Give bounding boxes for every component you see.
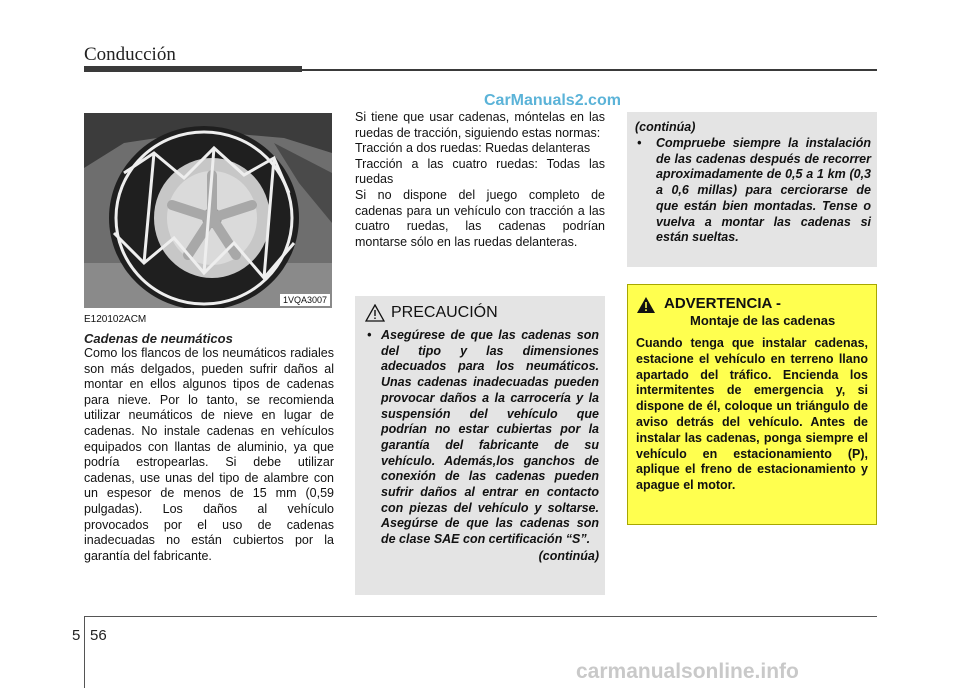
continued-caution-box	[627, 112, 877, 267]
warning-titles	[664, 295, 835, 328]
chapter-title: Conducción	[84, 44, 176, 65]
middle-column	[355, 110, 605, 250]
caution-box	[355, 296, 605, 595]
chain-instructions-paragraph: Si tiene que usar cadenas, móntelas en las ruedas de tracción, siguiendo estas normas:	[355, 110, 605, 140]
continued-item: • Compruebe siempre la instalación de las cadenas después de recorrer aproximadamente de 0,5 a 1 km (0,3 a 0,6 millas) para cerciorarse de que están bien montadas. Tense o vuelva a montar las cadenas si están sueltas.	[635, 136, 871, 246]
two-wheel-drive-paragraph: Tracción a dos ruedas: Ruedas delanteras	[355, 141, 591, 156]
header-rule-thin	[302, 69, 877, 71]
continues-label: (continúa)	[538, 548, 599, 563]
header-rule-thick	[84, 66, 302, 72]
figure-code: 1VQA3007	[280, 294, 330, 306]
tire-chain-paragraph: Como los flancos de los neumáticos radiales son más delgados, pueden sufrir daños al montar en ellos algunos tipos de cadenas para nieve. Por lo tanto, se recomienda utilizar neumáticos de nieve en lugar de cadenas. No instale cadenas en vehículos equipados con llantas de aluminio, ya que podría estropearlas. Si debe utilizar cadenas, use unas del tipo de alambre con un espesor de menos de 15 mm (0,59 pulgadas). Los daños al vehículo provocados por el uso de cadenas inadecuadas no están cubiertos por la garantía del fabricante.	[84, 346, 334, 563]
warning-box	[627, 284, 877, 525]
section-heading: Cadenas de neumáticos	[84, 331, 233, 346]
warning-title: ADVERTENCIA -	[664, 295, 781, 312]
warning-text: Cuando tenga que instalar cadenas, estacione el vehículo en terreno llano apartado del tráfico. Encienda los intermitentes de emergencia y, si dispone de él, coloque un triángulo de aviso detrás del vehículo. Antes de instalar las cadenas, ponga siempre el vehículo en estacionamiento (P), aplique el freno de estacionamiento y apague el motor.	[636, 336, 868, 493]
watermark-bottom: carmanualsonline.info	[576, 660, 799, 683]
continued-list	[635, 136, 871, 246]
footer-rule	[84, 616, 877, 617]
continued-label: (continúa)	[635, 120, 696, 134]
footer-separator	[84, 616, 85, 688]
incomplete-set-paragraph: Si no dispone del juego completo de cadenas para un vehículo con tracción a las cuatro ruedas, las cadenas podrían montarse sólo en las ruedas delanteras.	[355, 187, 605, 249]
caution-triangle-icon	[365, 304, 385, 322]
four-wheel-drive-paragraph: Tracción a las cuatro ruedas: Todas las ruedas	[355, 156, 605, 187]
caution-item: • Asegúrese de que las cadenas son del tipo y las dimensiones adecuados para los neumáticos. Unas cadenas inadecuadas pueden provocar daños a la carrocería y la suspensión del vehículo que podrían no estar cubiertas por la garantía del fabricante de su vehículo. Además,los ganchos de conexión de las cadenas pueden sufrir daños al entrar en contacto con piezas del vehículo y soltarse. Asegúrse de que las cadenas son de clase SAE con certificación “S”.	[365, 328, 599, 548]
left-column	[84, 314, 334, 564]
watermark-top: CarManuals2.com	[484, 92, 621, 109]
warning-triangle-icon	[636, 296, 656, 314]
page-number: 56	[90, 627, 107, 644]
chapter-number: 5	[72, 627, 81, 644]
warning-header	[636, 295, 868, 328]
tire-chain-figure	[84, 113, 332, 308]
caution-list	[365, 328, 599, 548]
warning-subtitle: Montaje de las cadenas	[690, 313, 836, 328]
tire-chain-illustration	[84, 113, 332, 308]
caution-header	[365, 304, 599, 322]
doc-code: E120102ACM	[84, 314, 147, 325]
caution-title: PRECAUCIÓN	[391, 304, 498, 321]
